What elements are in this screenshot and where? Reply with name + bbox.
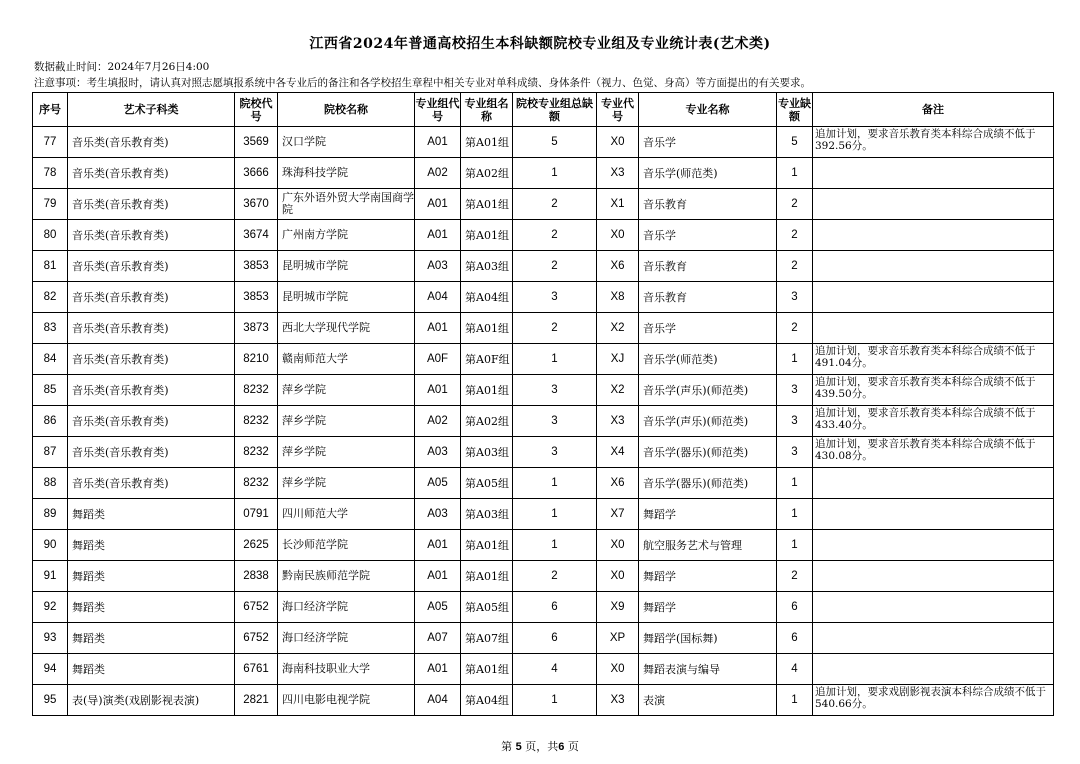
school-code-cell: 3666: [235, 158, 278, 189]
major-vacancy-cell: 2: [777, 313, 813, 344]
remarks-cell: [813, 251, 1054, 282]
school-name-cell: 四川电影电视学院: [278, 685, 415, 716]
remarks-cell: [813, 220, 1054, 251]
school-code-cell: 8232: [235, 406, 278, 437]
school-code-cell: 8232: [235, 437, 278, 468]
group-name-cell: 第A04组: [461, 685, 513, 716]
major-vacancy-cell: 3: [777, 437, 813, 468]
major-name-cell: 音乐学(声乐)(师范类): [639, 406, 777, 437]
group-name-cell: 第A01组: [461, 561, 513, 592]
group-vacancy-cell: 3: [513, 375, 597, 406]
school-code-cell: 6761: [235, 654, 278, 685]
major-code-cell: X6: [597, 468, 639, 499]
group-code-cell: A05: [415, 468, 461, 499]
school-code-cell: 3853: [235, 251, 278, 282]
seq-cell: 92: [33, 592, 68, 623]
major-name-cell: 音乐学(声乐)(师范类): [639, 375, 777, 406]
table-row: [33, 375, 1054, 406]
school-code-cell: 8210: [235, 344, 278, 375]
art-subcategory-cell: 舞蹈类: [68, 499, 235, 530]
group-vacancy-cell: 4: [513, 654, 597, 685]
group-vacancy-cell: 2: [513, 561, 597, 592]
major-vacancy-cell: 6: [777, 623, 813, 654]
seq-cell: 84: [33, 344, 68, 375]
remarks-cell: [813, 623, 1054, 654]
group-vacancy-cell: 1: [513, 499, 597, 530]
school-code-cell: 2625: [235, 530, 278, 561]
major-vacancy-cell: 1: [777, 530, 813, 561]
group-vacancy-cell: 1: [513, 530, 597, 561]
group-name-cell: 第A01组: [461, 530, 513, 561]
footer-middle: 页，共: [525, 740, 559, 753]
art-subcategory-cell: 舞蹈类: [68, 561, 235, 592]
group-code-cell: A02: [415, 158, 461, 189]
major-vacancy-cell: 1: [777, 158, 813, 189]
group-code-cell: A01: [415, 189, 461, 220]
school-name-cell: 四川师范大学: [278, 499, 415, 530]
header-group-code: 专业组代号: [415, 93, 461, 127]
group-vacancy-cell: 1: [513, 685, 597, 716]
group-vacancy-cell: 6: [513, 592, 597, 623]
major-name-cell: 舞蹈表演与编导: [639, 654, 777, 685]
art-subcategory-cell: 音乐类(音乐教育类): [68, 468, 235, 499]
header-major-vacancy: 专业缺额: [777, 93, 813, 127]
header-major-code: 专业代号: [597, 93, 639, 127]
table-row: [33, 654, 1054, 685]
header-group-vacancy: 院校专业组总缺额: [513, 93, 597, 127]
school-name-cell: 西北大学现代学院: [278, 313, 415, 344]
group-vacancy-cell: 2: [513, 220, 597, 251]
major-vacancy-cell: 3: [777, 282, 813, 313]
art-subcategory-cell: 舞蹈类: [68, 530, 235, 561]
remarks-cell: 追加计划，要求音乐教育类本科综合成绩不低于392.56分。: [813, 127, 1054, 158]
school-name-cell: 萍乡学院: [278, 437, 415, 468]
group-vacancy-cell: 1: [513, 158, 597, 189]
major-code-cell: X1: [597, 189, 639, 220]
table-row: [33, 313, 1054, 344]
major-name-cell: 舞蹈学: [639, 561, 777, 592]
school-code-cell: 8232: [235, 468, 278, 499]
school-name-cell: 萍乡学院: [278, 468, 415, 499]
footer-prefix: 第: [501, 740, 513, 753]
major-name-cell: 音乐学: [639, 127, 777, 158]
art-subcategory-cell: 音乐类(音乐教育类): [68, 375, 235, 406]
major-name-cell: 音乐教育: [639, 189, 777, 220]
school-code-cell: 8232: [235, 375, 278, 406]
major-vacancy-cell: 1: [777, 468, 813, 499]
header-seq: 序号: [33, 93, 68, 127]
major-code-cell: X3: [597, 685, 639, 716]
table-row: [33, 592, 1054, 623]
major-name-cell: 音乐学(师范类): [639, 158, 777, 189]
seq-cell: 90: [33, 530, 68, 561]
school-code-cell: 6752: [235, 623, 278, 654]
art-subcategory-cell: 音乐类(音乐教育类): [68, 344, 235, 375]
group-code-cell: A0F: [415, 344, 461, 375]
school-name-cell: 黔南民族师范学院: [278, 561, 415, 592]
group-code-cell: A01: [415, 561, 461, 592]
art-subcategory-cell: 音乐类(音乐教育类): [68, 406, 235, 437]
major-code-cell: X3: [597, 158, 639, 189]
group-code-cell: A07: [415, 623, 461, 654]
art-subcategory-cell: 音乐类(音乐教育类): [68, 251, 235, 282]
school-code-cell: 2838: [235, 561, 278, 592]
major-code-cell: X0: [597, 530, 639, 561]
seq-cell: 93: [33, 623, 68, 654]
remarks-cell: [813, 530, 1054, 561]
group-code-cell: A05: [415, 592, 461, 623]
school-name-cell: 广州南方学院: [278, 220, 415, 251]
table-row: [33, 189, 1054, 220]
major-code-cell: X4: [597, 437, 639, 468]
group-vacancy-cell: 3: [513, 406, 597, 437]
major-code-cell: X0: [597, 654, 639, 685]
art-subcategory-cell: 音乐类(音乐教育类): [68, 313, 235, 344]
major-code-cell: X0: [597, 220, 639, 251]
art-subcategory-cell: 表(导)演类(戏剧影视表演): [68, 685, 235, 716]
group-name-cell: 第A01组: [461, 127, 513, 158]
seq-cell: 95: [33, 685, 68, 716]
group-name-cell: 第A01组: [461, 189, 513, 220]
school-name-cell: 萍乡学院: [278, 375, 415, 406]
major-vacancy-cell: 2: [777, 251, 813, 282]
school-name-cell: 昆明城市学院: [278, 282, 415, 313]
group-code-cell: A04: [415, 282, 461, 313]
remarks-cell: [813, 282, 1054, 313]
statistics-table: [32, 92, 1054, 716]
seq-cell: 94: [33, 654, 68, 685]
art-subcategory-cell: 舞蹈类: [68, 654, 235, 685]
remarks-cell: [813, 654, 1054, 685]
group-code-cell: A01: [415, 220, 461, 251]
table-row: [33, 406, 1054, 437]
table-body: [33, 127, 1054, 716]
group-vacancy-cell: 6: [513, 623, 597, 654]
seq-cell: 86: [33, 406, 68, 437]
school-name-cell: 赣南师范大学: [278, 344, 415, 375]
major-name-cell: 表演: [639, 685, 777, 716]
table-header-row: [33, 93, 1054, 127]
major-code-cell: X8: [597, 282, 639, 313]
school-name-cell: 长沙师范学院: [278, 530, 415, 561]
major-code-cell: X7: [597, 499, 639, 530]
remarks-cell: [813, 158, 1054, 189]
major-code-cell: X9: [597, 592, 639, 623]
school-code-cell: 3853: [235, 282, 278, 313]
group-name-cell: 第A03组: [461, 437, 513, 468]
major-code-cell: X6: [597, 251, 639, 282]
major-code-cell: X0: [597, 561, 639, 592]
remarks-cell: [813, 592, 1054, 623]
seq-cell: 78: [33, 158, 68, 189]
seq-cell: 89: [33, 499, 68, 530]
art-subcategory-cell: 音乐类(音乐教育类): [68, 158, 235, 189]
table-row: [33, 623, 1054, 654]
major-name-cell: 舞蹈学: [639, 592, 777, 623]
remarks-cell: [813, 561, 1054, 592]
remarks-cell: 追加计划，要求音乐教育类本科综合成绩不低于433.40分。: [813, 406, 1054, 437]
major-code-cell: X3: [597, 406, 639, 437]
group-vacancy-cell: 5: [513, 127, 597, 158]
school-name-cell: 萍乡学院: [278, 406, 415, 437]
major-name-cell: 音乐学(器乐)(师范类): [639, 468, 777, 499]
seq-cell: 83: [33, 313, 68, 344]
group-code-cell: A01: [415, 654, 461, 685]
major-code-cell: XJ: [597, 344, 639, 375]
school-code-cell: 3873: [235, 313, 278, 344]
seq-cell: 91: [33, 561, 68, 592]
art-subcategory-cell: 音乐类(音乐教育类): [68, 220, 235, 251]
major-code-cell: X2: [597, 375, 639, 406]
group-name-cell: 第A01组: [461, 654, 513, 685]
table-row: [33, 437, 1054, 468]
remarks-cell: [813, 468, 1054, 499]
footer-total-pages: 6: [558, 741, 565, 753]
table-row: [33, 499, 1054, 530]
major-vacancy-cell: 3: [777, 406, 813, 437]
header-school-code: 院校代号: [235, 93, 278, 127]
group-vacancy-cell: 2: [513, 313, 597, 344]
remarks-cell: [813, 189, 1054, 220]
group-code-cell: A01: [415, 530, 461, 561]
school-code-cell: 2821: [235, 685, 278, 716]
major-name-cell: 音乐学: [639, 220, 777, 251]
major-code-cell: X2: [597, 313, 639, 344]
school-code-cell: 3670: [235, 189, 278, 220]
remarks-cell: [813, 499, 1054, 530]
group-vacancy-cell: 3: [513, 437, 597, 468]
seq-cell: 88: [33, 468, 68, 499]
group-code-cell: A03: [415, 437, 461, 468]
major-name-cell: 航空服务艺术与管理: [639, 530, 777, 561]
art-subcategory-cell: 音乐类(音乐教育类): [68, 437, 235, 468]
school-name-cell: 海口经济学院: [278, 592, 415, 623]
school-name-cell: 海南科技职业大学: [278, 654, 415, 685]
major-vacancy-cell: 6: [777, 592, 813, 623]
major-vacancy-cell: 2: [777, 561, 813, 592]
major-vacancy-cell: 5: [777, 127, 813, 158]
page-footer: [0, 738, 1080, 754]
table-row: [33, 344, 1054, 375]
seq-cell: 81: [33, 251, 68, 282]
group-name-cell: 第A0F组: [461, 344, 513, 375]
major-vacancy-cell: 1: [777, 685, 813, 716]
table-row: [33, 251, 1054, 282]
seq-cell: 80: [33, 220, 68, 251]
group-name-cell: 第A01组: [461, 220, 513, 251]
major-name-cell: 音乐学(器乐)(师范类): [639, 437, 777, 468]
group-code-cell: A03: [415, 499, 461, 530]
footer-page-number: 5: [515, 741, 522, 753]
header-art-subcategory: 艺术子科类: [68, 93, 235, 127]
remarks-cell: 追加计划，要求音乐教育类本科综合成绩不低于439.50分。: [813, 375, 1054, 406]
seq-cell: 87: [33, 437, 68, 468]
group-vacancy-cell: 1: [513, 344, 597, 375]
major-name-cell: 音乐学: [639, 313, 777, 344]
major-vacancy-cell: 1: [777, 499, 813, 530]
group-vacancy-cell: 2: [513, 189, 597, 220]
group-code-cell: A01: [415, 375, 461, 406]
school-code-cell: 6752: [235, 592, 278, 623]
footer-suffix: 页: [567, 740, 579, 753]
remarks-cell: 追加计划，要求音乐教育类本科综合成绩不低于491.04分。: [813, 344, 1054, 375]
major-code-cell: XP: [597, 623, 639, 654]
art-subcategory-cell: 音乐类(音乐教育类): [68, 127, 235, 158]
header-major-name: 专业名称: [639, 93, 777, 127]
table-row: [33, 158, 1054, 189]
major-code-cell: X0: [597, 127, 639, 158]
major-name-cell: 音乐教育: [639, 282, 777, 313]
school-code-cell: 0791: [235, 499, 278, 530]
seq-cell: 85: [33, 375, 68, 406]
major-name-cell: 舞蹈学: [639, 499, 777, 530]
major-vacancy-cell: 4: [777, 654, 813, 685]
group-name-cell: 第A02组: [461, 158, 513, 189]
notice-text: 注意事项：考生填报时，请认真对照志愿填报系统中各专业后的备注和各学校招生章程中相关专业对单科成绩、身体条件（视力、色觉、身高）等方面提出的有关要求。: [34, 77, 811, 89]
group-code-cell: A04: [415, 685, 461, 716]
header-school-name: 院校名称: [278, 93, 415, 127]
group-name-cell: 第A03组: [461, 251, 513, 282]
table-row: [33, 127, 1054, 158]
remarks-cell: 追加计划，要求戏剧影视表演本科综合成绩不低于540.66分。: [813, 685, 1054, 716]
major-vacancy-cell: 2: [777, 220, 813, 251]
major-vacancy-cell: 1: [777, 344, 813, 375]
group-name-cell: 第A01组: [461, 375, 513, 406]
art-subcategory-cell: 舞蹈类: [68, 592, 235, 623]
header-group-name: 专业组名称: [461, 93, 513, 127]
group-vacancy-cell: 1: [513, 468, 597, 499]
school-name-cell: 昆明城市学院: [278, 251, 415, 282]
school-name-cell: 汉口学院: [278, 127, 415, 158]
school-name-cell: 珠海科技学院: [278, 158, 415, 189]
group-code-cell: A01: [415, 127, 461, 158]
major-name-cell: 舞蹈学(国标舞): [639, 623, 777, 654]
art-subcategory-cell: 音乐类(音乐教育类): [68, 189, 235, 220]
group-code-cell: A01: [415, 313, 461, 344]
group-vacancy-cell: 3: [513, 282, 597, 313]
remarks-cell: [813, 313, 1054, 344]
group-vacancy-cell: 2: [513, 251, 597, 282]
art-subcategory-cell: 舞蹈类: [68, 623, 235, 654]
group-code-cell: A03: [415, 251, 461, 282]
data-deadline: 数据截止时间：2024年7月26日4:00: [34, 61, 210, 73]
group-name-cell: 第A03组: [461, 499, 513, 530]
major-name-cell: 音乐教育: [639, 251, 777, 282]
major-vacancy-cell: 2: [777, 189, 813, 220]
table-row: [33, 530, 1054, 561]
page-title: 江西省2024年普通高校招生本科缺额院校专业组及专业统计表(艺术类): [309, 36, 771, 52]
major-vacancy-cell: 3: [777, 375, 813, 406]
major-name-cell: 音乐学(师范类): [639, 344, 777, 375]
table-row: [33, 561, 1054, 592]
school-name-cell: 海口经济学院: [278, 623, 415, 654]
group-name-cell: 第A07组: [461, 623, 513, 654]
group-name-cell: 第A02组: [461, 406, 513, 437]
art-subcategory-cell: 音乐类(音乐教育类): [68, 282, 235, 313]
table-row: [33, 468, 1054, 499]
seq-cell: 79: [33, 189, 68, 220]
header-remarks: 备注: [813, 93, 1054, 127]
seq-cell: 82: [33, 282, 68, 313]
remarks-cell: 追加计划，要求音乐教育类本科综合成绩不低于430.08分。: [813, 437, 1054, 468]
school-code-cell: 3569: [235, 127, 278, 158]
table-row: [33, 282, 1054, 313]
school-code-cell: 3674: [235, 220, 278, 251]
school-name-cell: 广东外语外贸大学南国商学院: [278, 189, 415, 220]
group-name-cell: 第A01组: [461, 313, 513, 344]
group-name-cell: 第A04组: [461, 282, 513, 313]
group-name-cell: 第A05组: [461, 592, 513, 623]
table-row: [33, 685, 1054, 716]
group-name-cell: 第A05组: [461, 468, 513, 499]
seq-cell: 77: [33, 127, 68, 158]
table-row: [33, 220, 1054, 251]
group-code-cell: A02: [415, 406, 461, 437]
